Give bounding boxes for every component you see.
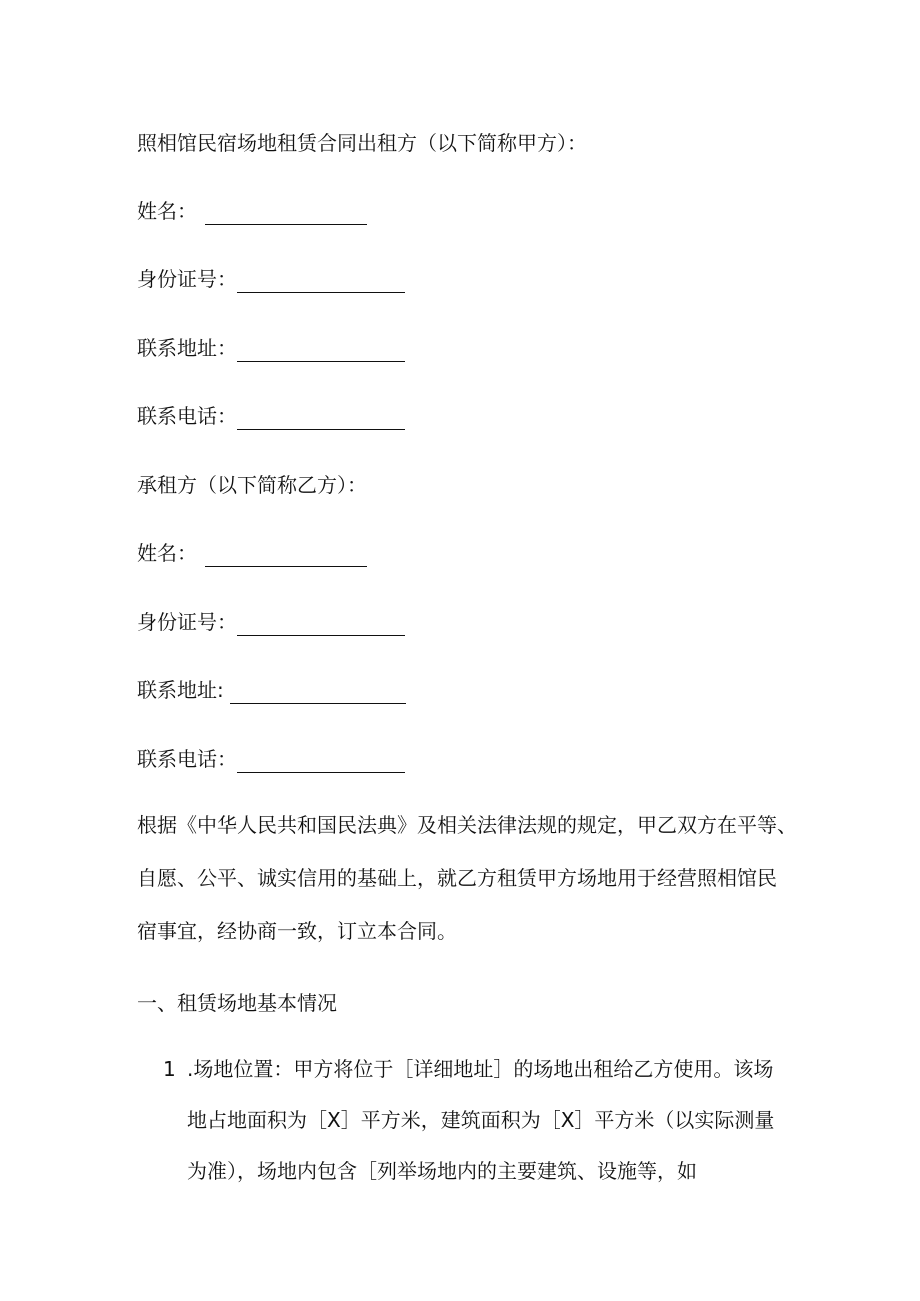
item-1-line: .场地位置：甲方将位于［详细地址］的场地出租给乙方使用。该场 — [187, 1057, 774, 1081]
lessee-name-field — [137, 539, 367, 567]
preamble-paragraph — [137, 806, 797, 950]
lessor-address-field — [137, 334, 405, 362]
lessee-id-field — [137, 608, 405, 636]
lessor-address-label: 联系地址： — [137, 336, 237, 360]
item-1-number: 1 — [163, 1057, 176, 1081]
preamble-line: 根据《中华人民共和国民法典》及相关法律法规的规定，甲乙双方在平等、 — [137, 813, 797, 837]
lessee-id-label: 身份证号： — [137, 610, 237, 634]
lessor-name-label: 姓名： — [137, 199, 197, 223]
lessee-id-blank — [237, 613, 405, 636]
preamble-line: 宿事宜，经协商一致，订立本合同。 — [137, 919, 457, 943]
lessor-phone-field — [137, 402, 405, 430]
lessee-heading: 承租方（以下简称乙方）： — [137, 473, 367, 497]
lessor-id-blank — [237, 270, 405, 293]
item-1-text — [187, 1050, 797, 1190]
lessee-phone-label: 联系电话： — [137, 747, 237, 771]
lessee-address-field — [137, 676, 406, 704]
lessee-phone-blank — [237, 750, 405, 773]
item-1-line: 地占地面积为［X］平方米，建筑面积为［X］平方米（以实际测量 — [187, 1108, 775, 1132]
lessor-phone-label: 联系电话： — [137, 404, 237, 428]
lessor-address-blank — [237, 339, 405, 362]
lessee-name-label: 姓名： — [137, 541, 197, 565]
lessee-address-label: 联系地址: — [137, 678, 224, 702]
item-1-line: 为准），场地内包含［列举场地内的主要建筑、设施等，如 — [187, 1159, 697, 1183]
lessor-id-label: 身份证号： — [137, 267, 237, 291]
lessee-address-blank — [230, 681, 406, 704]
lessee-name-blank — [205, 544, 367, 567]
lessor-phone-blank — [237, 407, 405, 430]
preamble-line: 自愿、公平、诚实信用的基础上，就乙方租赁甲方场地用于经营照相馆民 — [137, 866, 777, 890]
lessor-heading: 照相馆民宿场地租赁合同出租方（以下简称甲方）： — [137, 131, 587, 155]
lessee-phone-field — [137, 745, 405, 773]
lessor-name-blank — [205, 202, 367, 225]
lessor-id-field — [137, 265, 405, 293]
section-1-title: 一、租赁场地基本情况 — [137, 991, 337, 1015]
lessor-name-field — [137, 197, 367, 225]
